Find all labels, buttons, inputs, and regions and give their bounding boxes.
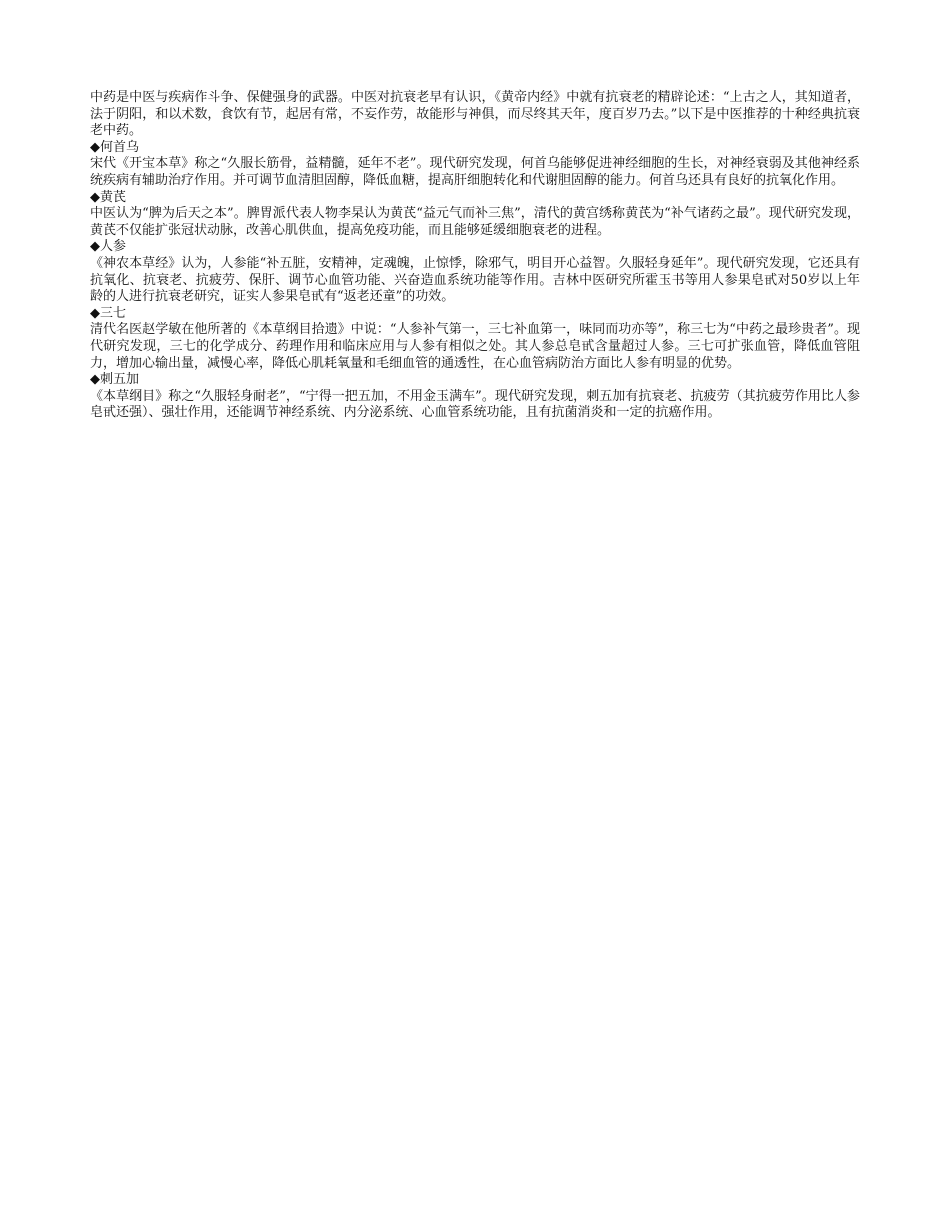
section-body-heshouwu: 宋代《开宝本草》称之“久服长筋骨，益精髓，延年不老”。现代研究发现，何首乌能够促进神经细胞的生长，对神经衰弱及其他神经系统疾病有辅助治疗作用。并可调节血清胆固醇，降低血糖，提高肝细胞转化和代谢胆固醇的能力。何首乌还具有良好的抗氧化作用。 bbox=[90, 156, 860, 188]
section-body-huangqi: 中医认为“脾为后天之本”。脾胃派代表人物李杲认为黄芪“益元气而补三焦”，清代的黄宫绣称黄芪为“补气诸药之最”。现代研究发现，黄芪不仅能扩张冠状动脉，改善心肌供血，提高免疫功能，而且能够延缓细胞衰老的进程。 bbox=[90, 206, 860, 238]
section-heading-ciwujia: ◆刺五加 bbox=[90, 372, 139, 388]
section-heading-sanqi: ◆三七 bbox=[90, 305, 126, 321]
section-heading-renshen: ◆人参 bbox=[90, 239, 126, 255]
document-page bbox=[90, 90, 860, 422]
section-heading-huangqi: ◆黄芪 bbox=[90, 189, 126, 205]
intro-paragraph: 中药是中医与疾病作斗争、保健强身的武器。中医对抗衰老早有认识，《黄帝内经》中就有抗衰老的精辟论述：“上古之人，其知道者，法于阴阳，和以术数，食饮有节，起居有常，不妄作劳，故能形与神俱，而尽终其天年，度百岁乃去。”以下是中医推荐的十种经典抗衰老中药。 bbox=[90, 90, 860, 139]
section-body-sanqi: 清代名医赵学敏在他所著的《本草纲目拾遗》中说：“人参补气第一，三七补血第一，味同而功亦等”，称三七为“中药之最珍贵者”。现代研究发现，三七的化学成分、药理作用和临床应用与人参有相似之处。其人参总皂甙含量超过人参。三七可扩张血管，降低血管阻力，增加心输出量，减慢心率，降低心肌耗氧量和毛细血管的通透性，在心血管病防治方面比人参有明显的优势。 bbox=[90, 322, 860, 371]
section-body-renshen: 《神农本草经》认为，人参能“补五脏，安精神，定魂魄，止惊悸，除邪气，明目开心益智。久服轻身延年”。现代研究发现，它还具有抗氧化、抗衰老、抗疲劳、保肝、调节心血管功能、兴奋造血系统功能等作用。吉林中医研究所霍玉书等用人参果皂甙对50岁以上年龄的人进行抗衰老研究，证实人参果皂甙有“返老还童”的功效。 bbox=[90, 255, 860, 305]
section-heading-heshouwu: ◆何首乌 bbox=[90, 139, 139, 155]
section-body-ciwujia: 《本草纲目》称之“久服轻身耐老”，“宁得一把五加，不用金玉满车”。现代研究发现，刺五加有抗衰老、抗疲劳（其抗疲劳作用比人参皂甙还强）、强壮作用，还能调节神经系统、内分泌系统、心血管系统功能，且有抗菌消炎和一定的抗癌作用。 bbox=[90, 388, 860, 421]
